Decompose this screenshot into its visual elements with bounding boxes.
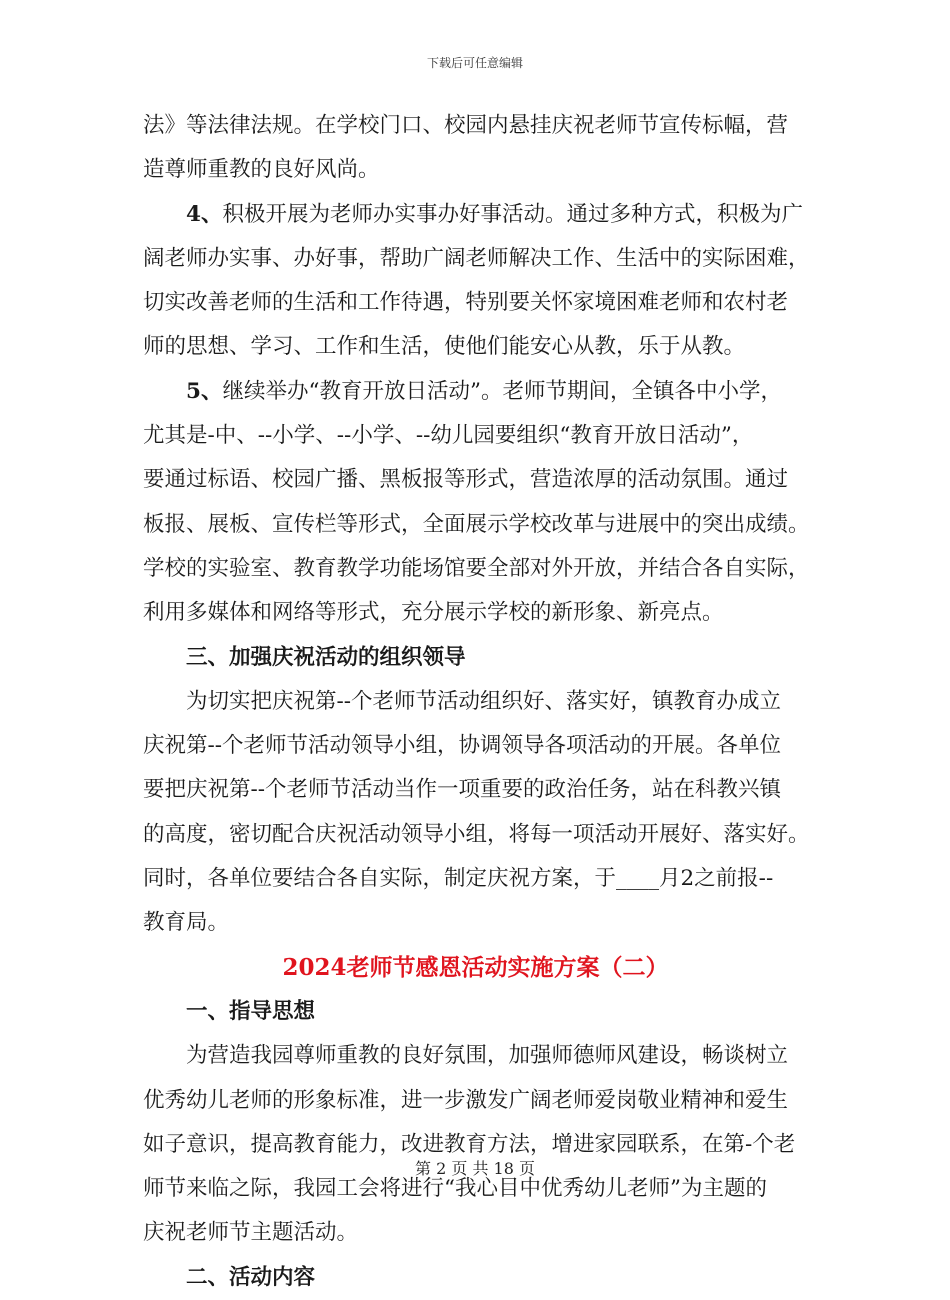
paragraph-line: 为营造我园尊师重教的良好氛围，加强师德师风建设，畅谈树立 [186, 1043, 789, 1069]
paragraph-line: 尤其是-中、--小学、--小学、--幼儿园要组织“教育开放日活动”， [143, 423, 754, 449]
paragraph-line: 如子意识，提高教育能力，改进教育方法，增进家园联系，在第-个老 [143, 1131, 796, 1157]
item-4-number: 4、 [186, 201, 223, 227]
paragraph-line: 造尊师重教的良好风尚。 [143, 157, 380, 183]
paragraph-line: 利用多媒体和网络等形式，充分展示学校的新形象、新亮点。 [143, 600, 724, 626]
paragraph-line: 法》等法律法规。在学校门口、校园内悬挂庆祝老师节宣传标幅，营 [143, 113, 789, 138]
paragraph-line: 切实改善老师的生活和工作待遇，特别要关怀家境困难老师和农村老 [143, 290, 789, 316]
paragraph-line: 要把庆祝第--个老师节活动当作一项重要的政治任务，站在科教兴镇 [143, 777, 782, 803]
paragraph-line: 师节来临之际，我园工会将进行“我心目中优秀幼儿老师”为主题的 [143, 1176, 767, 1202]
paragraph-line: 板报、展板、宣传栏等形式，全面展示学校改革与进展中的突出成绩。 [143, 511, 810, 537]
page-footer: 第 2 页 共 18 页 [415, 1159, 535, 1178]
item-5-text: 继续举办“教育开放日活动”。老师节期间，全镇各中小学， [222, 378, 782, 404]
paragraph-line: 同时，各单位要结合各自实际，制定庆祝方案，于____月2之前报-- [143, 866, 774, 892]
paragraph-line: 阔老师办实事、办好事，帮助广阔老师解决工作、生活中的实际困难， [143, 245, 810, 271]
paragraph-line: 师的思想、学习、工作和生活，使他们能安心从教，乐于从教。 [143, 334, 746, 360]
paragraph-line: 教育局。 [143, 910, 230, 936]
section-3-heading: 三、加强庆祝活动的组织领导 [186, 644, 466, 670]
item-4-text: 积极开展为老师办实事办好事活动。通过多种方式，积极为广 [222, 201, 803, 227]
paragraph-line: 为切实把庆祝第--个老师节活动组织好、落实好，镇教育办成立 [186, 688, 782, 714]
activity-heading: 二、活动内容 [186, 1264, 316, 1290]
item-5-number: 5、 [186, 378, 223, 404]
paragraph-line: 优秀幼儿老师的形象标准，进一步激发广阔老师爱岗敬业精神和爱生 [143, 1087, 789, 1113]
guiding-heading: 一、指导思想 [186, 998, 316, 1024]
paragraph-line: 学校的实验室、教育教学功能场馆要全部对外开放，并结合各自实际， [143, 555, 810, 581]
paragraph-line: 庆祝第--个老师节活动领导小组，协调领导各项活动的开展。各单位 [143, 733, 782, 759]
page-header: 下载后可任意编辑 [426, 56, 523, 70]
document-body [143, 104, 808, 1300]
paragraph-line: 要通过标语、校园广播、黑板报等形式，营造浓厚的活动氛围。通过 [143, 467, 789, 493]
item-5-first-line [143, 370, 808, 414]
document-title: 2024老师节感恩活动实施方案（二） [282, 953, 669, 981]
paragraph-line: 庆祝老师节主题活动。 [143, 1220, 359, 1246]
item-4-first-line [143, 193, 808, 237]
paragraph-line: 的高度，密切配合庆祝活动领导小组，将每一项活动开展好、落实好。 [143, 821, 810, 847]
